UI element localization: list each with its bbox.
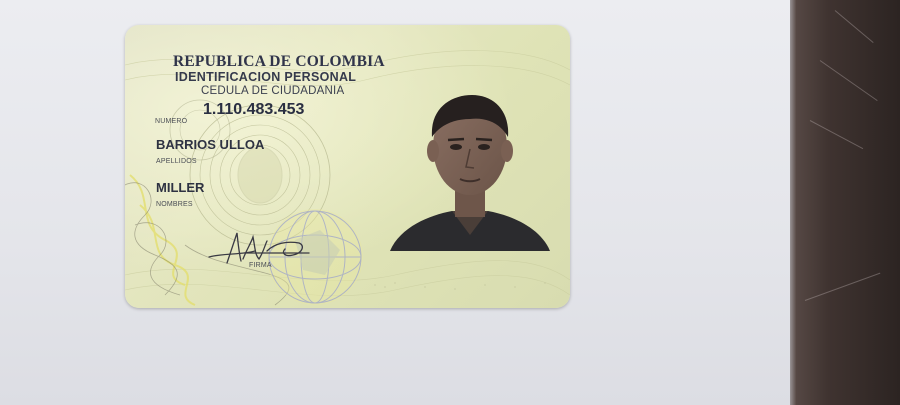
surnames-label: APELLIDOS	[156, 158, 197, 165]
table-surface	[790, 0, 900, 405]
signature-label: FIRMA	[249, 262, 272, 269]
numero-label: NUMERO	[155, 118, 188, 125]
card-document-subtype: CEDULA DE CIUDADANIA	[201, 85, 345, 97]
id-number: 1.110.483.453	[203, 101, 305, 118]
card-country: REPUBLICA DE COLOMBIA	[173, 53, 385, 70]
surnames-value: BARRIOS ULLOA	[156, 137, 265, 152]
holder-photo	[390, 85, 550, 255]
given-names-label: NOMBRES	[156, 201, 193, 208]
card-document-type: IDENTIFICACION PERSONAL	[175, 70, 357, 84]
id-card	[125, 25, 570, 308]
given-names-value: MILLER	[156, 180, 205, 195]
